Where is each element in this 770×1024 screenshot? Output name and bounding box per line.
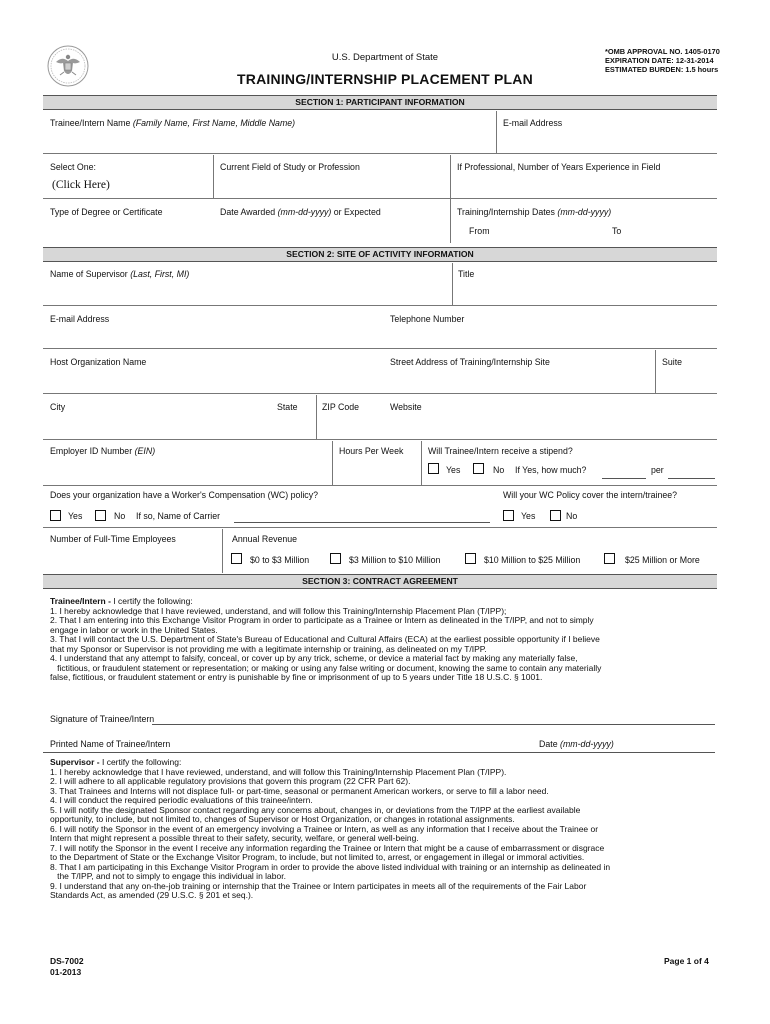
supervisor-name-hint: (Last, First, MI) — [130, 269, 190, 279]
trainee-certification — [50, 597, 710, 683]
form-date: 01-2013 — [50, 967, 82, 977]
fulltime-employees-label: Number of Full-Time Employees — [50, 534, 176, 544]
revenue-option-1-label: $0 to $3 Million — [250, 555, 310, 565]
supervisor-item: the T/IPP, and not to simply to engage this individual in labor. — [50, 871, 286, 881]
revenue-option-3-checkbox[interactable] — [465, 553, 476, 564]
stipend-period-field[interactable] — [668, 478, 715, 479]
date-awarded-label — [220, 207, 381, 217]
trainee-email-label: E-mail Address — [503, 118, 563, 128]
city-label: City — [50, 402, 66, 412]
omb-approval-block — [605, 47, 720, 74]
wc-no-label: No — [114, 511, 126, 521]
state-label: State — [277, 402, 298, 412]
supervisor-certification — [50, 758, 710, 901]
supervisor-item: opportunity, to include, but not limited to, changes of Supervisor or Host Organization, or changes in rotational assignments. — [50, 814, 515, 824]
divider — [421, 441, 422, 485]
divider — [43, 485, 717, 486]
wc-carrier-label: If so, Name of Carrier — [136, 511, 221, 521]
trainee-item: 2. That I am entering into this Exchange Visitor Program in order to participate as a Trainee or Intern as delineated in the T/IPP, and not to simply — [50, 615, 594, 625]
divider — [222, 529, 223, 573]
form-code: DS-7002 — [50, 956, 84, 966]
stipend-no-checkbox[interactable] — [473, 463, 484, 474]
wc-carrier-field[interactable] — [234, 522, 490, 523]
supervisor-item: 9. I understand that any on-the-job training or internship that the Trainee or Intern participates in meets all of the requirements of the Fair Labor — [50, 880, 587, 891]
trainee-signature-label: Signature of Trainee/Intern — [50, 714, 155, 724]
telephone-label: Telephone Number — [390, 314, 465, 324]
divider — [43, 393, 717, 394]
stipend-per-label: per — [651, 465, 664, 475]
supervisor-name-text: Name of Supervisor — [50, 269, 128, 279]
section-1-heading: SECTION 1: PARTICIPANT INFORMATION — [43, 95, 717, 110]
supervisor-email-label: E-mail Address — [50, 314, 110, 324]
trainee-name-label — [50, 118, 295, 128]
supervisor-item: Intern that might represent a possible threat to their safety, security, welfare, or general well-being. — [50, 833, 419, 843]
supervisor-item: 3. That Trainees and Interns will not displace full- or part-time, seasonal or permanent American workers, or serve to fill a labor need. — [50, 785, 549, 796]
stipend-how-much-label: If Yes, how much? — [515, 465, 587, 475]
stipend-no-label: No — [493, 465, 505, 475]
trainee-item: fictitious, or fraudulent statement or representation; or making or using any false writing or document, knowing the same to contain any materially — [50, 662, 602, 673]
training-from-label: From — [469, 226, 490, 236]
years-experience-label: If Professional, Number of Years Experience in Field — [457, 162, 661, 172]
supervisor-item: 1. I hereby acknowledge that I have reviewed, understand, and will follow this Training/Internship Placement Plan (T/IPP). — [50, 766, 507, 777]
divider — [43, 348, 717, 349]
trainee-item: 3. That I will contact the U.S. Department of State's Bureau of Educational and Cultural Affairs (ECA) at the earliest possible opportunity if I believe — [50, 634, 600, 644]
supervisor-item: 7. I will notify the Sponsor in the event I receive any information regarding the Trainee or Intern that might be a cause of embarrassment or disgrace — [50, 842, 605, 853]
trainee-date-text: Date — [539, 739, 558, 749]
stipend-yes-checkbox[interactable] — [428, 463, 439, 474]
page-number: Page 1 of 4 — [664, 956, 709, 966]
divider — [43, 305, 717, 306]
form-code-block — [50, 956, 84, 978]
supervisor-item: 2. I will adhere to all applicable regulatory provisions that govern this program (22 CFR Part 62). — [50, 776, 411, 786]
supervisor-heading: Supervisor - — [50, 757, 100, 767]
stipend-amount-field[interactable] — [602, 478, 646, 479]
section-2-heading: SECTION 2: SITE OF ACTIVITY INFORMATION — [43, 247, 717, 262]
omb-expiration-date: EXPIRATION DATE: 12-31-2014 — [605, 56, 714, 65]
trainee-intro: I certify the following: — [110, 596, 193, 606]
revenue-option-3-label: $10 Million to $25 Million — [484, 555, 581, 565]
wc-no-checkbox[interactable] — [95, 510, 106, 521]
zip-label: ZIP Code — [322, 402, 360, 412]
trainee-signature-field[interactable] — [152, 724, 715, 725]
wc-question: Does your organization have a Worker's Compensation (WC) policy? — [50, 490, 318, 500]
divider — [43, 527, 717, 528]
supervisor-item: 6. I will notify the Sponsor in the event of an emergency involving a Trainee or Intern, as well as any information that I receive about the Trainee or — [50, 823, 599, 834]
divider — [43, 153, 717, 154]
supervisor-item: 4. I will conduct the required periodic evaluations of this trainee/intern. — [50, 795, 313, 805]
trainee-name-hint: (Family Name, First Name, Middle Name) — [132, 118, 296, 128]
section-3-heading: SECTION 3: CONTRACT AGREEMENT — [43, 574, 717, 589]
ein-hint: (EIN) — [134, 446, 156, 456]
annual-revenue-label: Annual Revenue — [232, 534, 298, 544]
degree-type-label: Type of Degree or Certificate — [50, 207, 163, 217]
omb-approval-number: *OMB APPROVAL NO. 1405-0170 — [605, 47, 720, 56]
divider — [450, 155, 451, 243]
divider — [655, 350, 656, 393]
revenue-option-4-label: $25 Million or More — [625, 555, 700, 565]
supervisor-name-label — [50, 269, 189, 279]
trainee-date-label — [539, 739, 614, 749]
form-title: TRAINING/INTERNSHIP PLACEMENT PLAN — [237, 71, 533, 87]
revenue-option-4-checkbox[interactable] — [604, 553, 615, 564]
divider — [452, 263, 453, 305]
hours-per-week-label: Hours Per Week — [339, 446, 404, 456]
supervisor-item: to the Department of State or the Exchange Visitor Program, to include, but not limited to, arrest, or engagement in illegal or immoral activities. — [50, 852, 585, 862]
stipend-yes-label: Yes — [446, 465, 461, 475]
wc-yes-checkbox[interactable] — [50, 510, 61, 521]
divider — [316, 395, 317, 439]
supervisor-intro: I certify the following: — [99, 757, 182, 767]
field-of-study-label: Current Field of Study or Profession — [220, 162, 360, 172]
divider — [43, 198, 717, 199]
trainee-heading: Trainee/Intern - — [50, 596, 111, 606]
supervisor-item: Standards Act, as amended (29 U.S.C. § 201 et seq.). — [50, 890, 254, 900]
wc-cover-yes-label: Yes — [521, 511, 536, 521]
department-name: U.S. Department of State — [331, 52, 439, 63]
supervisor-item: 5. I will notify the designated Sponsor contact regarding any concerns about, changes in, or deviations from the T/IPP at the earliest available — [50, 804, 581, 815]
supervisor-item: 8. That I am participating in this Exchange Visitor Program in order to provide the above listed individual with training or an internship as delineated in — [50, 861, 611, 872]
wc-cover-question: Will your WC Policy cover the intern/trainee? — [503, 490, 678, 500]
ein-label — [50, 446, 155, 456]
suite-label: Suite — [662, 357, 683, 367]
wc-cover-no-checkbox[interactable] — [550, 510, 561, 521]
revenue-option-1-checkbox[interactable] — [231, 553, 242, 564]
divider — [43, 439, 717, 440]
stipend-question: Will Trainee/Intern receive a stipend? — [428, 446, 573, 456]
date-awarded-text: Date Awarded — [220, 207, 276, 217]
training-dates-hint: (mm-dd-yyyy) — [557, 207, 612, 217]
omb-estimated-burden: ESTIMATED BURDEN: 1.5 hours — [605, 65, 719, 74]
select-one-dropdown[interactable]: (Click Here) — [52, 179, 110, 191]
divider — [332, 441, 333, 485]
select-one-label: Select One: — [50, 162, 96, 172]
trainee-item: engage in labor or work in the United States. — [50, 624, 218, 635]
trainee-printed-name-field[interactable] — [43, 752, 715, 753]
divider — [496, 111, 497, 153]
revenue-option-2-label: $3 Million to $10 Million — [349, 555, 441, 565]
trainee-item: that my Sponsor or Supervisor is not providing me with a legitimate internship or training, as delineated on my T/IPP. — [50, 643, 487, 654]
street-address-label: Street Address of Training/Internship Site — [390, 357, 550, 367]
divider — [213, 155, 214, 198]
training-dates-label — [457, 207, 611, 217]
supervisor-title-label: Title — [458, 269, 475, 279]
training-to-label: To — [612, 226, 622, 236]
website-label: Website — [390, 402, 422, 412]
ein-text: Employer ID Number — [50, 446, 133, 456]
trainee-date-hint: (mm-dd-yyyy) — [560, 739, 614, 749]
trainee-printed-name-label: Printed Name of Trainee/Intern — [50, 739, 171, 749]
trainee-item: 4. I understand that any attempt to falsify, conceal, or cover up by any trick, scheme, or device a material fact by making any materially false, — [50, 653, 578, 663]
revenue-option-2-checkbox[interactable] — [330, 553, 341, 564]
trainee-item: 1. I hereby acknowledge that I have reviewed, understand, and will follow this Training/Internship Placement Plan (T/IPP); — [50, 605, 507, 616]
wc-cover-yes-checkbox[interactable] — [503, 510, 514, 521]
host-org-label: Host Organization Name — [50, 357, 147, 367]
wc-yes-label: Yes — [68, 511, 83, 521]
date-awarded-tail: or Expected — [333, 207, 381, 217]
trainee-item: false, fictitious, or fraudulent statement or entry is punishable by fine or imprisonment of up to 5 years under Title 18 U.S.C. § 1001. — [50, 672, 543, 682]
training-dates-text: Training/Internship Dates — [457, 207, 555, 217]
wc-cover-no-label: No — [566, 511, 578, 521]
trainee-name-text: Trainee/Intern Name — [50, 118, 131, 128]
date-awarded-hint: (mm-dd-yyyy) — [277, 207, 332, 217]
